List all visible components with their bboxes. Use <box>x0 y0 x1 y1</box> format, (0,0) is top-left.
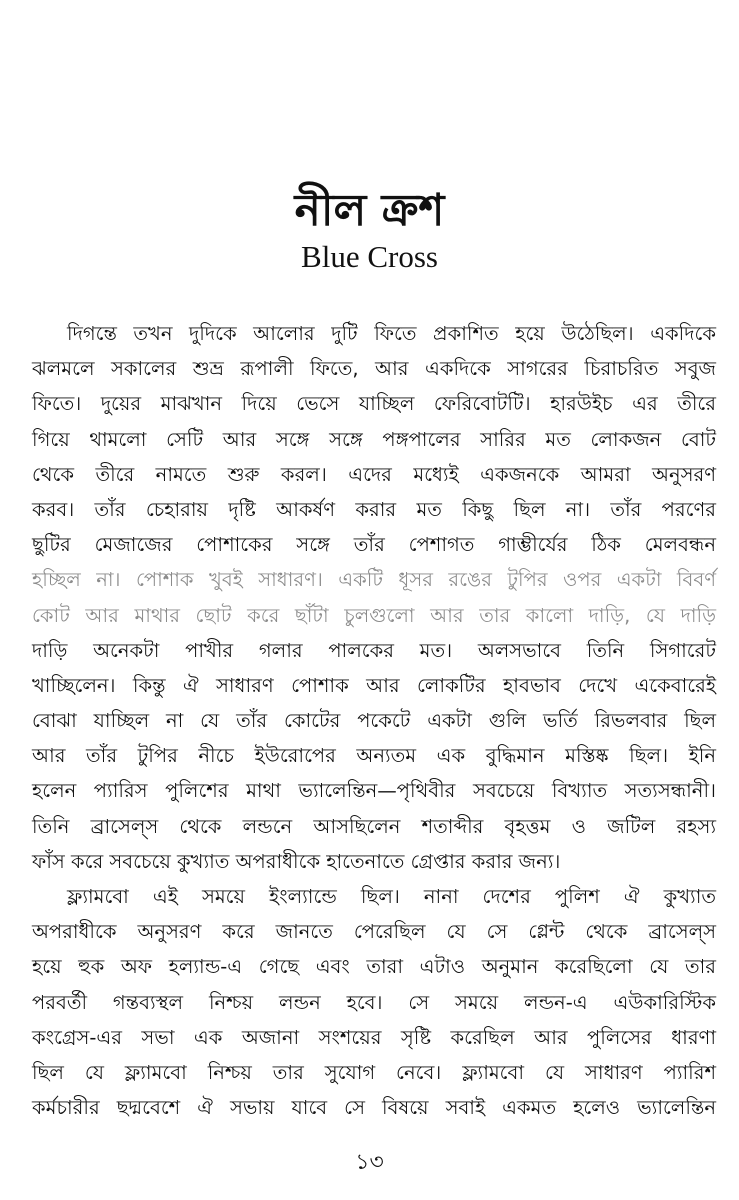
text-line: দিগন্তে তখন দুদিকে আলোর দুটি ফিতে প্রকাশিত হয়ে উঠেছিল। একদিকে <box>67 322 716 345</box>
text-line: তিনি ব্রাসেল্‌স থেকে লন্ডনে আসছিলেন শতাব্দীর বৃহত্তম ও জটিল রহস্য <box>32 814 716 838</box>
text-line: বোঝা যাচ্ছিল না যে তাঁর কোটের পকেটে একটা গুলি ভর্তি রিভলবার ছিল <box>32 709 716 733</box>
text-line: হলেন প্যারিস পুলিশের মাথা ভ্যালেন্তিন—পৃথিবীর সবচেয়ে বিখ্যাত সত্যসন্ধানী। <box>32 779 716 803</box>
text-line: দাড়ি অনেকটা পাখীর গলার পালকের মত। অলসভাবে তিনি সিগারেট <box>32 638 716 662</box>
text-line: ছুটির মেজাজের পোশাকের সঙ্গে তাঁর পেশাগত গাম্ভীর্যের ঠিক মেলবন্ধন <box>32 533 716 557</box>
text-line-smudged: হচ্ছিল না। পোশাক খুবই সাধারণ। একটি ধূসর রঙের টুপির ওপর একটা বিবর্ণ <box>32 568 716 592</box>
chapter-body <box>32 316 716 1125</box>
text-line: থেকে তীরে নামতে শুরু করল। এদের মধ্যেই একজনকে আমরা অনুসরণ <box>32 462 716 486</box>
text-line: ঝলমলে সকালের শুভ্র রূপালী ফিতে, আর একদিকে সাগরের চিরাচরিত সবুজ <box>32 357 716 381</box>
text-line: কর্মচারীর ছদ্মবেশে ঐ সভায় যাবে সে বিষয়ে সবাই একমত হলেও ভ্যালেন্তিন <box>32 1096 716 1120</box>
text-line: আর তাঁর টুপির নীচে ইউরোপের অন্যতম এক বুদ্ধিমান মস্তিষ্ক ছিল। ইনি <box>32 744 716 768</box>
chapter-title-bengali: নীল ক্রশ <box>294 185 445 236</box>
page-number: ১৩ <box>355 1150 384 1175</box>
chapter-title-english: Blue Cross <box>301 239 438 274</box>
text-line-smudged: কোট আর মাথার ছোট করে ছাঁটা চুলগুলো আর তার কালো দাড়ি, যে দাড়ি <box>32 603 716 627</box>
text-line: পরবর্তী গন্তব্যস্থল নিশ্চয় লন্ডন হবে। সে সময়ে লন্ডন-এ এউকারিস্টিক <box>32 990 716 1014</box>
text-line: করব। তাঁর চেহারায় দৃষ্টি আকর্ষণ করার মত কিছু ছিল না। তাঁর পরণের <box>32 497 716 521</box>
text-line: গিয়ে থামলো সেটি আর সঙ্গে সঙ্গে পঙ্গপালের সারির মত লোকজন বোট <box>32 427 716 451</box>
text-line: কংগ্রেস-এর সভা এক অজানা সংশয়ের সৃষ্টি করেছিল আর পুলিসের ধারণা <box>32 1025 716 1049</box>
text-line: হয়ে হুক অফ হল্যান্ড-এ গেছে এবং তারা এটাও অনুমান করেছিলো যে তার <box>32 955 716 979</box>
text-line: ফ্ল্যামবো এই সময়ে ইংল্যান্ডে ছিল। নানা দেশের পুলিশ ঐ কুখ্যাত <box>67 885 716 908</box>
text-line: অপরাধীকে অনুসরণ করে জানতে পেরেছিল যে সে গ্লেন্ট থেকে ব্রাসেল্‌স <box>32 920 716 944</box>
text-line: ফাঁস করে সবচেয়ে কুখ্যাত অপরাধীকে হাতেনাতে গ্রেপ্তার করার জন্য। <box>32 849 561 873</box>
text-line: খাচ্ছিলেন। কিন্তু ঐ সাধারণ পোশাক আর লোকটির হাবভাব দেখে একেবারেই <box>32 673 716 697</box>
text-line: ছিল যে ফ্ল্যামবো নিশ্চয় তার সুযোগ নেবে। ফ্ল্যামবো যে সাধারণ প্যারিশ <box>32 1060 716 1084</box>
text-line: ফিতে। দুয়ের মাঝখান দিয়ে ভেসে যাচ্ছিল ফেরিবোটটি। হারউইচ এর তীরে <box>32 392 716 416</box>
